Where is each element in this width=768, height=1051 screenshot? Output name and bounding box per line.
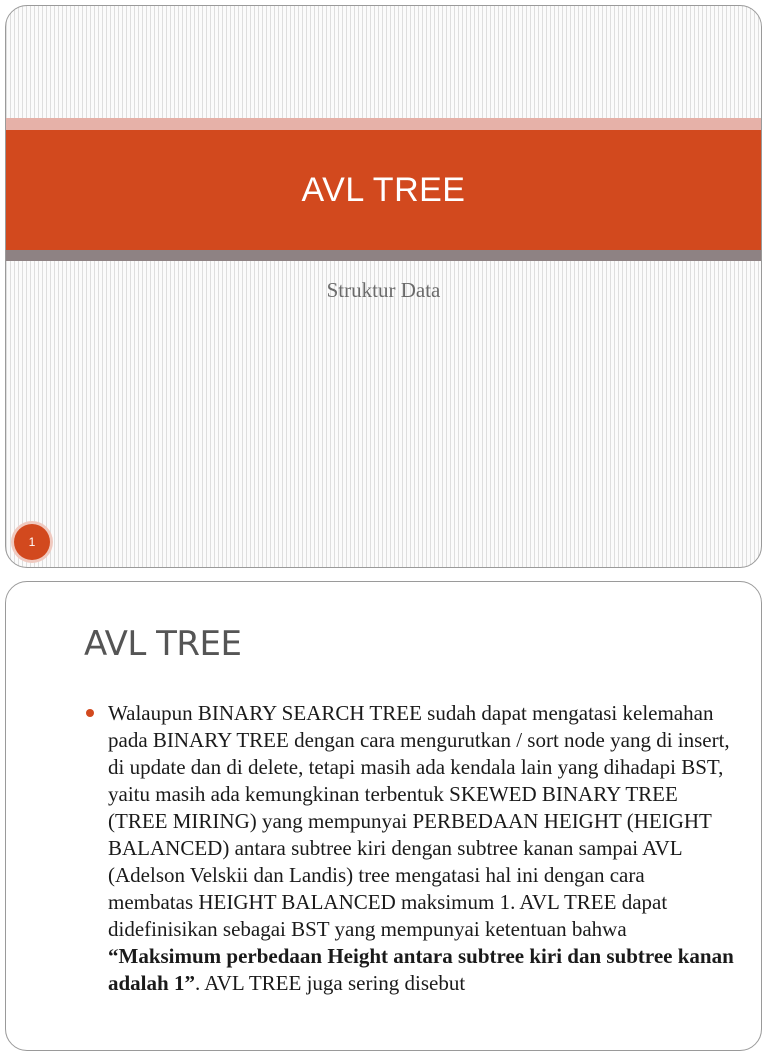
bullet-text-tail: . AVL TREE juga sering disebut xyxy=(194,971,466,995)
bullet-text xyxy=(108,700,734,997)
bullet-text-bold: “Maksimum perbedaan Height antara subtree kiri dan subtree kanan adalah 1” xyxy=(108,944,734,995)
accent-strip-bottom xyxy=(6,250,761,261)
title-slide xyxy=(5,5,762,568)
page-number-badge: 1 xyxy=(14,524,50,560)
bullet-item xyxy=(84,700,734,997)
bullet-text-regular: Walaupun BINARY SEARCH TREE sudah dapat mengatasi kelemahan pada BINARY TREE dengan cara mengurutkan / sort node yang di insert, di update dan di delete, tetapi masih ada kendala lain yang dihadapi BST, yaitu masih ada kemungkinan terbentuk SKEWED BINARY TREE (TREE MIRING) yang mempunyai PERBEDAAN HEIGHT (HEIGHT BALANCED) antara subtree kiri dengan subtree kanan sampai AVL (Adelson Velskii dan Landis) tree mengatasi hal ini dengan cara membatas HEIGHT BALANCED maksimum 1. AVL TREE dapat didefinisikan sebagai BST yang mempunyai ketentuan bahwa xyxy=(108,701,730,941)
slide-subtitle: Struktur Data xyxy=(326,278,441,302)
title-band xyxy=(6,130,761,250)
bullet-dot-icon xyxy=(86,709,94,717)
content-slide xyxy=(5,581,762,1051)
content-heading: AVL TREE xyxy=(84,624,242,664)
slide-title: AVL TREE xyxy=(301,170,466,209)
accent-strip-top xyxy=(6,118,761,130)
